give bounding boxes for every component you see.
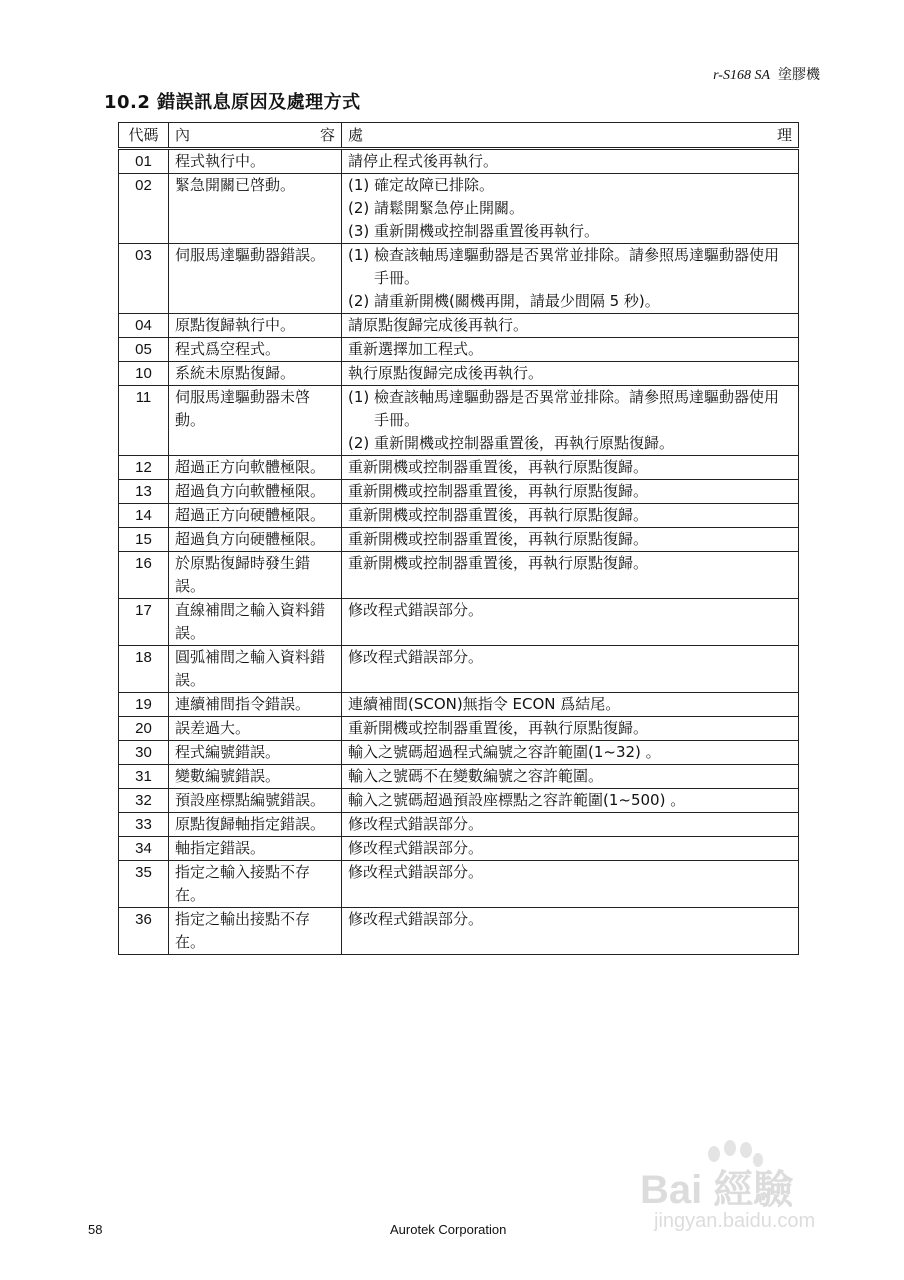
remedy-step-text: 檢查該軸馬達驅動器是否異常並排除。請參照馬達驅動器使用手冊。 [374,388,780,429]
table-row [119,386,799,456]
remedy-step-text: 檢查該軸馬達驅動器是否異常並排除。請參照馬達驅動器使用手冊。 [374,246,780,287]
remedy-text: 修改程式錯誤部分。 [348,910,484,928]
remedy-text: 輸入之號碼不在變數編號之容許範圍。 [348,767,604,785]
remedy-step-text: 請重新開機(關機再開，請最少間隔 5 秒)。 [374,292,660,310]
error-remedy [342,765,799,789]
error-remedy [342,456,799,480]
table-row [119,174,799,244]
remedy-text: 修改程式錯誤部分。 [348,839,484,857]
error-description: 程式編號錯誤。 [169,741,342,765]
table-row [119,528,799,552]
remedy-text: 修改程式錯誤部分。 [348,601,484,619]
table-row [119,314,799,338]
table-row [119,813,799,837]
error-code: 36 [119,908,169,955]
error-code: 04 [119,314,169,338]
error-remedy [342,908,799,955]
watermark-url: jingyan.baidu.com [654,1210,816,1232]
remedy-step-text: 重新開機或控制器重置後再執行。 [374,222,600,240]
table-row [119,861,799,908]
error-description: 緊急開關已啓動。 [169,174,342,244]
error-code: 14 [119,504,169,528]
remedy-text: 輸入之號碼超過預設座標點之容許範圍(1~500) 。 [348,791,686,809]
column-header-action-right: 理 [776,126,792,144]
table-row [119,552,799,599]
error-code: 05 [119,338,169,362]
error-description: 於原點復歸時發生錯誤。 [169,552,342,599]
remedy-text: 請停止程式後再執行。 [348,152,499,170]
column-header-content-right: 容 [319,126,335,144]
table-row [119,244,799,314]
remedy-step [348,386,792,432]
error-description: 直線補間之輸入資料錯誤。 [169,599,342,646]
remedy-step [348,432,792,455]
column-header-action-left: 處 [348,126,364,144]
column-header-content-left: 內 [175,126,191,144]
error-remedy [342,599,799,646]
table-row [119,338,799,362]
error-remedy [342,693,799,717]
error-remedy [342,552,799,599]
table-row [119,693,799,717]
footer-company: Aurotek Corporation [390,1222,507,1237]
baidu-watermark [640,1140,860,1240]
error-remedy [342,149,799,174]
table-row [119,765,799,789]
error-code: 20 [119,717,169,741]
error-code: 03 [119,244,169,314]
error-description: 原點復歸軸指定錯誤。 [169,813,342,837]
error-code: 10 [119,362,169,386]
table-row [119,908,799,955]
error-description: 誤差過大。 [169,717,342,741]
error-description: 超過正方向軟體極限。 [169,456,342,480]
column-header-code: 代碼 [119,123,169,149]
error-code: 18 [119,646,169,693]
remedy-step-number: (2) [348,434,370,452]
error-code: 02 [119,174,169,244]
table-row [119,504,799,528]
error-description: 系統未原點復歸。 [169,362,342,386]
table-header-row [119,123,799,149]
error-rows [119,149,799,955]
error-code: 11 [119,386,169,456]
remedy-text: 執行原點復歸完成後再執行。 [348,364,544,382]
running-header [713,64,820,84]
error-remedy [342,789,799,813]
page-number: 58 [88,1222,103,1237]
column-header-content [169,123,342,149]
error-description: 軸指定錯誤。 [169,837,342,861]
error-description: 圓弧補間之輸入資料錯誤。 [169,646,342,693]
error-remedy [342,717,799,741]
remedy-text: 修改程式錯誤部分。 [348,815,484,833]
table-row [119,741,799,765]
remedy-text: 重新開機或控制器重置後，再執行原點復歸。 [348,482,649,500]
remedy-text: 重新開機或控制器重置後，再執行原點復歸。 [348,554,649,572]
remedy-text: 輸入之號碼超過程式編號之容許範圍(1~32) 。 [348,743,661,761]
error-remedy [342,528,799,552]
remedy-step-number: (1) [348,246,370,264]
error-code: 35 [119,861,169,908]
table-row [119,480,799,504]
error-code: 32 [119,789,169,813]
error-code: 15 [119,528,169,552]
error-code: 17 [119,599,169,646]
error-code: 30 [119,741,169,765]
error-description: 超過負方向硬體極限。 [169,528,342,552]
remedy-text: 重新開機或控制器重置後，再執行原點復歸。 [348,506,649,524]
error-remedy [342,174,799,244]
remedy-text: 修改程式錯誤部分。 [348,648,484,666]
error-remedy [342,837,799,861]
error-description: 原點復歸執行中。 [169,314,342,338]
remedy-text: 請原點復歸完成後再執行。 [348,316,529,334]
table-row [119,362,799,386]
error-code-table [118,122,799,955]
error-description: 連續補間指令錯誤。 [169,693,342,717]
error-description: 程式爲空程式。 [169,338,342,362]
error-remedy [342,504,799,528]
error-remedy [342,362,799,386]
error-code: 19 [119,693,169,717]
model-name: r-S168 SA [713,68,770,83]
error-code: 13 [119,480,169,504]
remedy-step-number: (1) [348,388,370,406]
remedy-step-text: 確定故障已排除。 [374,176,495,194]
remedy-text: 重新選擇加工程式。 [348,340,484,358]
error-description: 伺服馬達驅動器未啓動。 [169,386,342,456]
paw-print-icon [700,1140,770,1176]
section-title: 10.2 錯誤訊息原因及處理方式 [104,92,361,113]
error-description: 指定之輸出接點不存在。 [169,908,342,955]
remedy-step-number: (1) [348,176,370,194]
remedy-text: 修改程式錯誤部分。 [348,863,484,881]
remedy-step-text: 請鬆開緊急停止開關。 [374,199,525,217]
error-remedy [342,338,799,362]
remedy-step-number: (2) [348,292,370,310]
remedy-step-text: 重新開機或控制器重置後，再執行原點復歸。 [374,434,675,452]
error-description: 變數編號錯誤。 [169,765,342,789]
remedy-step [348,220,792,243]
error-code: 34 [119,837,169,861]
column-header-action [342,123,799,149]
remedy-step-number: (2) [348,199,370,217]
error-description: 指定之輸入接點不存在。 [169,861,342,908]
remedy-text: 重新開機或控制器重置後，再執行原點復歸。 [348,458,649,476]
error-code: 16 [119,552,169,599]
error-description: 超過正方向硬體極限。 [169,504,342,528]
table-row [119,149,799,174]
remedy-text: 重新開機或控制器重置後，再執行原點復歸。 [348,719,649,737]
error-description: 程式執行中。 [169,149,342,174]
error-code: 31 [119,765,169,789]
error-remedy [342,480,799,504]
error-code: 33 [119,813,169,837]
remedy-step-number: (3) [348,222,370,240]
remedy-step [348,197,792,220]
table-row [119,456,799,480]
remedy-step [348,244,792,290]
error-remedy [342,813,799,837]
watermark-logo: Bai 經驗 [640,1168,794,1212]
table-row [119,789,799,813]
table-row [119,717,799,741]
error-remedy [342,741,799,765]
table-row [119,837,799,861]
table-row [119,599,799,646]
error-remedy [342,244,799,314]
error-remedy [342,386,799,456]
remedy-step [348,290,792,313]
error-description: 預設座標點編號錯誤。 [169,789,342,813]
error-code: 01 [119,149,169,174]
remedy-step [348,174,792,197]
error-code: 12 [119,456,169,480]
error-description: 伺服馬達驅動器錯誤。 [169,244,342,314]
error-remedy [342,314,799,338]
table-row [119,646,799,693]
remedy-text: 連續補間(SCON)無指令 ECON 爲結尾。 [348,695,621,713]
error-description: 超過負方向軟體極限。 [169,480,342,504]
remedy-text: 重新開機或控制器重置後，再執行原點復歸。 [348,530,649,548]
product-name: 塗膠機 [778,68,820,83]
error-remedy [342,646,799,693]
error-remedy [342,861,799,908]
